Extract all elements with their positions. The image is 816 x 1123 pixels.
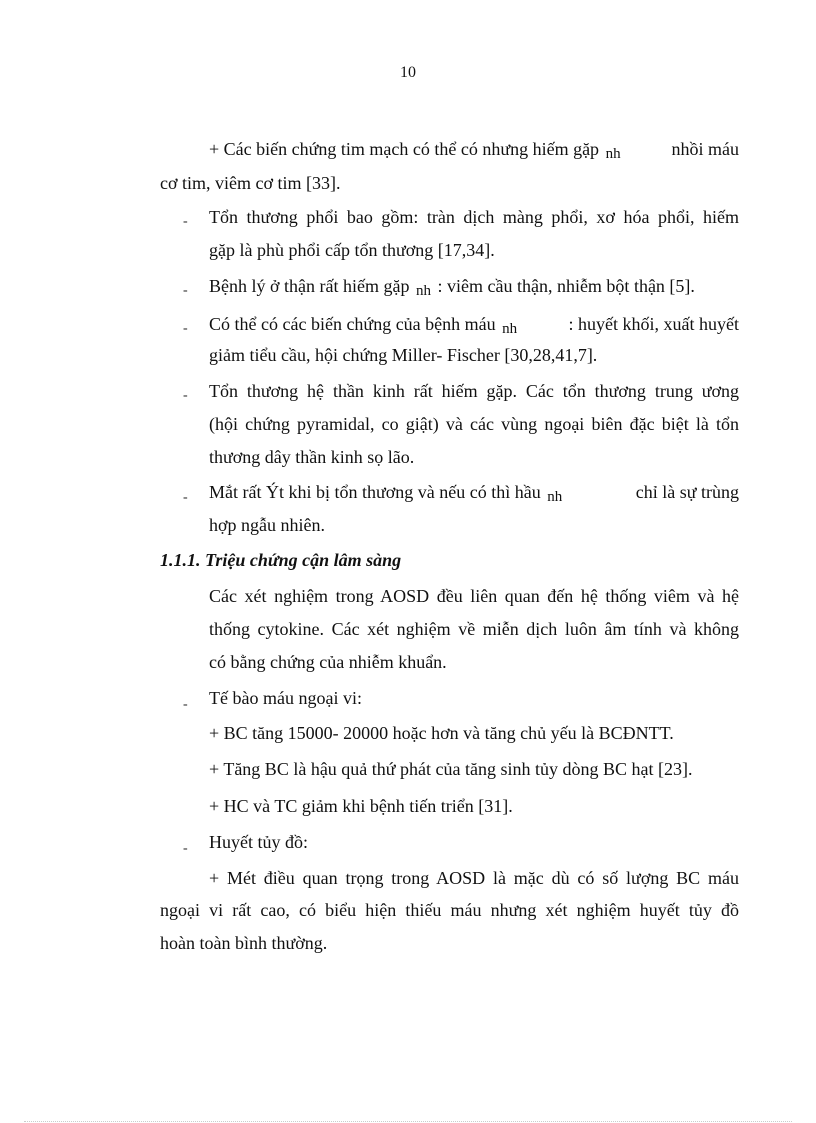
text-span: chỉ là sự trùng <box>635 482 739 502</box>
bullet-dash: - <box>183 388 188 403</box>
text-line <box>209 138 739 162</box>
text-line: Tế bào máu ngoại vi: <box>209 688 362 708</box>
bullet-dash: - <box>183 214 188 229</box>
text-line: hoàn toàn bình thường. <box>160 933 328 953</box>
text-line: (hội chứng pyramidal, co giật) và các vùng ngoại biên đặc biệt là tổn <box>209 414 739 434</box>
text-line: ngoại vi rất cao, có biểu hiện thiếu máu nhưng xét nghiệm huyết tủy đồ <box>160 900 739 920</box>
text-span: Mắt rất Ýt khi bị tổn thương và nếu có thì hầu <box>209 482 541 502</box>
text-line: Các xét nghiệm trong AOSD đều liên quan đến hệ thống viêm và hệ <box>209 586 739 606</box>
page-bottom-rule <box>24 1121 792 1122</box>
text-line: thương dây thần kinh sọ lão. <box>209 447 415 467</box>
bullet-dash: - <box>183 697 188 712</box>
text-line: có bằng chứng của nhiễm khuẩn. <box>209 652 447 672</box>
text-line: Tổn thương phổi bao gồm: tràn dịch màng phổi, xơ hóa phổi, hiếm <box>209 207 739 227</box>
text-line: giảm tiểu cầu, hội chứng Miller- Fischer [30,28,41,7]. <box>209 345 598 365</box>
text-line: hợp ngẫu nhiên. <box>209 515 325 535</box>
text-line <box>209 313 739 337</box>
text-span: + Các biến chứng tim mạch có thể có nhưng hiếm gặp <box>209 139 600 159</box>
text-span: Có thể có các biến chứng của bệnh máu <box>209 314 496 334</box>
text-span: : viêm cầu thận, nhiễm bột thận [5]. <box>437 276 695 296</box>
text-span: nhồi máu <box>671 139 739 159</box>
text-line: + Tăng BC là hậu quả thứ phát của tăng sinh tủy dòng BC hạt [23]. <box>209 759 693 779</box>
bullet-dash: - <box>183 283 188 298</box>
text-line: thống cytokine. Các xét nghiệm về miễn dịch luôn âm tính và không <box>209 619 739 639</box>
bullet-dash: - <box>183 321 188 336</box>
bullet-dash: - <box>183 841 188 856</box>
text-line: Tổn thương hệ thần kinh rất hiếm gặp. Các tổn thương trung ương <box>209 381 739 401</box>
text-span: Bệnh lý ở thận rất hiếm gặp <box>209 276 410 296</box>
bullet-dash: - <box>183 490 188 505</box>
text-line: cơ tim, viêm cơ tim [33]. <box>160 173 341 193</box>
page-number: 10 <box>400 64 416 81</box>
text-line: + BC tăng 15000- 20000 hoặc hơn và tăng chủ yếu là BCĐNTT. <box>209 723 674 743</box>
text-line: + HC và TC giảm khi bệnh tiến triển [31]. <box>209 796 513 816</box>
nh-marker: nh <box>415 283 431 299</box>
text-line: Huyết tủy đồ: <box>209 832 308 852</box>
nh-marker: nh <box>605 146 621 162</box>
text-line <box>209 275 695 299</box>
text-span: : huyết khối, xuất huyết <box>568 314 739 334</box>
section-heading: 1.1.1. Triệu chứng cận lâm sàng <box>160 550 402 570</box>
text-line <box>209 481 739 505</box>
nh-marker: nh <box>547 489 563 505</box>
nh-marker: nh <box>502 321 518 337</box>
text-line: + Mét điều quan trọng trong AOSD là mặc dù có số lượng BC máu <box>209 868 739 888</box>
text-line: gặp là phù phổi cấp tổn thương [17,34]. <box>209 240 495 260</box>
